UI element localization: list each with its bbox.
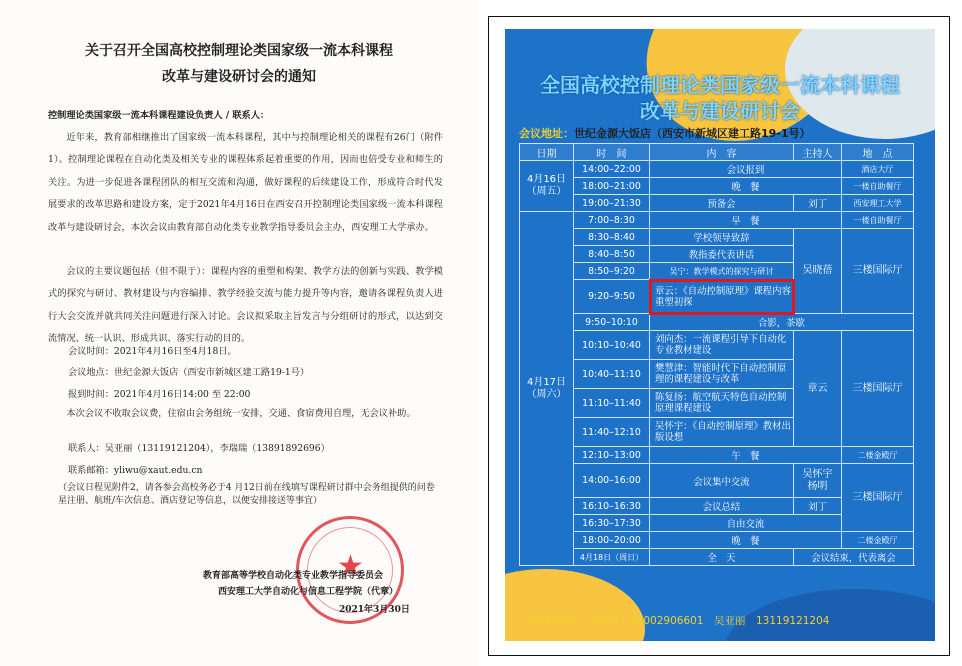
row-time: 8:40–8:50 <box>574 246 650 263</box>
notice-email-line: 联系邮箱：yliwu@xaut.edu.cn <box>68 465 203 476</box>
row-time: 11:10–11:40 <box>574 389 650 418</box>
row-place: 二楼金殿厅 <box>842 447 914 464</box>
header-date: 日期 <box>520 144 574 161</box>
schedule-table <box>519 143 914 566</box>
row-time: 8:50–9:20 <box>574 263 650 280</box>
session2-place: 三楼国际厅 <box>842 331 914 447</box>
row-content: 会议集中交流 <box>650 464 794 498</box>
table-row <box>520 212 914 229</box>
row-content: 会议总结 <box>650 498 794 515</box>
row-content: 学校领导致辞 <box>650 229 794 246</box>
notice-signature-2: 西安理工大学自动化与信息工程学院（代章） <box>218 587 399 597</box>
row-place: 西安理工大学 <box>842 195 914 212</box>
poster-title-line1: 全国高校控制理论类国家级一流本科课程 <box>540 73 900 97</box>
row-time: 19:00–21:30 <box>574 195 650 212</box>
schedule-poster <box>505 29 935 641</box>
row-place: 一楼自助餐厅 <box>842 178 914 195</box>
row-content: 合影，茶歇 <box>650 314 914 331</box>
row-time: 全 天 <box>650 549 794 566</box>
row-time: 18:00–21:00 <box>574 178 650 195</box>
header-content: 内 容 <box>650 144 794 161</box>
row-host: 吴怀宇 杨明 <box>794 464 842 498</box>
notice-contact-line: 联系人：吴亚丽（13119121204），李瑞瑞（13891892696） <box>68 443 330 454</box>
row-content: 樊慧津：智能时代下自动控制原理的课程建设与改革 <box>650 360 794 389</box>
row-time: 18:00–20:00 <box>574 532 650 549</box>
row-content: 教指委代表讲话 <box>650 246 794 263</box>
morning-host: 吴晓蓓 <box>794 229 842 314</box>
row-content: 晚 餐 <box>650 178 842 195</box>
poster-decoration-yellow-bottom <box>505 569 645 641</box>
row-time: 8:30–8:40 <box>574 229 650 246</box>
row-host: 刘丁 <box>794 498 842 515</box>
notice-title-line1: 关于召开全国高校控制理论类国家级一流本科课程 <box>85 43 393 59</box>
row-time: 16:30–17:30 <box>574 515 650 532</box>
row-time: 9:50–10:10 <box>574 314 650 331</box>
table-row <box>520 178 914 195</box>
table-row <box>520 532 914 549</box>
table-row <box>520 331 914 360</box>
row-content: 吴宁：教学模式的探究与研讨 <box>650 263 794 280</box>
table-row <box>520 549 914 566</box>
row-content: 预备会 <box>650 195 794 212</box>
poster-venue-value: 世纪金源大饭店（西安市新城区建工路19-1号） <box>574 127 811 140</box>
row-time: 16:10–16:30 <box>574 498 650 515</box>
row-content: 会议结束，代表离会 <box>794 549 914 566</box>
meeting-notice-document <box>0 0 478 666</box>
seal-star-icon: ★ <box>337 549 364 584</box>
header-host: 主持人 <box>794 144 842 161</box>
poster-title-line2: 改革与建设研讨会 <box>640 99 800 123</box>
notice-addressee: 控制理论类国家级一流本科课程建设负责人 / 联系人： <box>48 110 270 121</box>
row-content: 自由交流 <box>650 515 842 532</box>
row-place: 酒店大厅 <box>842 161 914 178</box>
row-time: 14:00–16:00 <box>574 464 650 498</box>
table-row <box>520 314 914 331</box>
table-row <box>520 229 914 246</box>
row-content: 会议报到 <box>650 161 842 178</box>
poster-contact: 会议联系人：王文哲 15002906601 吴亚丽 13119121204 <box>525 615 830 627</box>
poster-venue <box>519 125 811 141</box>
row-time: 14:00–22:00 <box>574 161 650 178</box>
row-content: 刘向杰：一流课程引导下自动化专业教材建设 <box>650 331 794 360</box>
notice-paragraph-2: 会议的主要议题包括（但不限于）：课程内容的重塑和构架、教学方法的创新与实践、教学模式的探究与研讨、教材建设与内容编排、教学经验交流与能力提升等内容，邀请各课程负责人进行大会交流并就共同关注问题进行深入讨论。会议拟采取主旨发言与分组研讨的形式，以达到交流情况、统一认识、形成共识、落实行动的目的。 <box>48 266 443 345</box>
row-time: 10:40–11:10 <box>574 360 650 389</box>
table-row <box>520 447 914 464</box>
day2-date: 4月17日（周六） <box>520 212 574 566</box>
row-time: 11:40–12:10 <box>574 418 650 447</box>
table-row <box>520 161 914 178</box>
row-content: 陈复扬：航空航天特色自动控制原理课程建设 <box>650 389 794 418</box>
row-content: 晚 餐 <box>650 532 842 549</box>
schedule-header-row <box>520 144 914 161</box>
poster-venue-label: 会议地址： <box>519 127 574 140</box>
table-row <box>520 195 914 212</box>
highlighted-talk-content: 章云：《自动控制原理》课程内容重塑初探 <box>650 280 794 314</box>
session2-host: 章云 <box>794 331 842 447</box>
notice-paragraph-3: 本次会议不收取会议费，住宿由会务组统一安排，交通、食宿费用自理，无会议补助。 <box>66 408 416 419</box>
notice-date: 2021年3月30日 <box>339 605 410 615</box>
row-host: 刘丁 <box>794 195 842 212</box>
row-time: 10:10–10:40 <box>574 331 650 360</box>
row-content: 午 餐 <box>650 447 842 464</box>
row-time: 9:20–9:50 <box>574 280 650 314</box>
notice-paragraph-4: （会议日程见附件2，请各参会高校务必于4 月12日前在线填写课程研讨群中会务组提供的问卷星注册、航班/车次信息、酒店登记等信息，以便安排接送等事宜） <box>58 483 435 506</box>
notice-signature-1: 教育部高等学校自动化类专业教学指导委员会 <box>203 571 384 581</box>
day1-date: 4月16日（周五） <box>520 161 574 212</box>
header-place: 地 点 <box>842 144 914 161</box>
day3-date: 4月18日（周日） <box>574 549 650 566</box>
row-place: 二楼金殿厅 <box>842 532 914 549</box>
row-time: 12:10–13:00 <box>574 447 650 464</box>
row-place: 一楼自助餐厅 <box>842 212 914 229</box>
notice-register-line: 报到时间：2021年4月16日14:00 至 22:00 <box>68 389 251 400</box>
notice-time-line: 会议时间：2021年4月16日至4月18日。 <box>68 346 237 357</box>
afternoon-place: 三楼国际厅 <box>842 464 914 532</box>
row-time: 7:00–8:30 <box>574 212 650 229</box>
header-time: 时 间 <box>574 144 650 161</box>
table-row <box>520 464 914 498</box>
notice-title-line2: 改革与建设研讨会的通知 <box>162 69 316 85</box>
notice-paragraph-1: 近年来，教育部相继推出了国家级一流本科课程，其中与控制理论相关的课程有26门（附件1）。控制理论课程在自动化类及相关专业的课程体系起着重要的作用，因而也倍受专业和师生的关注。为进一步促进各课程团队的相互交流和沟通，做好课程的后续建设工作，形成符合时代发展要求的改革思路和建设方案，定于2021年4月16日在西安召开控制理论类国家级一流本科课程改革与建设研讨会，本次会议由教育部自动化类专业教学指导委员会主办，西安理工大学承办。 <box>48 132 443 233</box>
row-content: 早 餐 <box>650 212 842 229</box>
notice-venue-line: 会议地点：世纪金源大饭店（西安市新城区建工路19-1号） <box>68 367 310 378</box>
morning-place: 三楼国际厅 <box>842 229 914 314</box>
row-content: 吴怀宇：《自动控制原理》教材出版设想 <box>650 418 794 447</box>
